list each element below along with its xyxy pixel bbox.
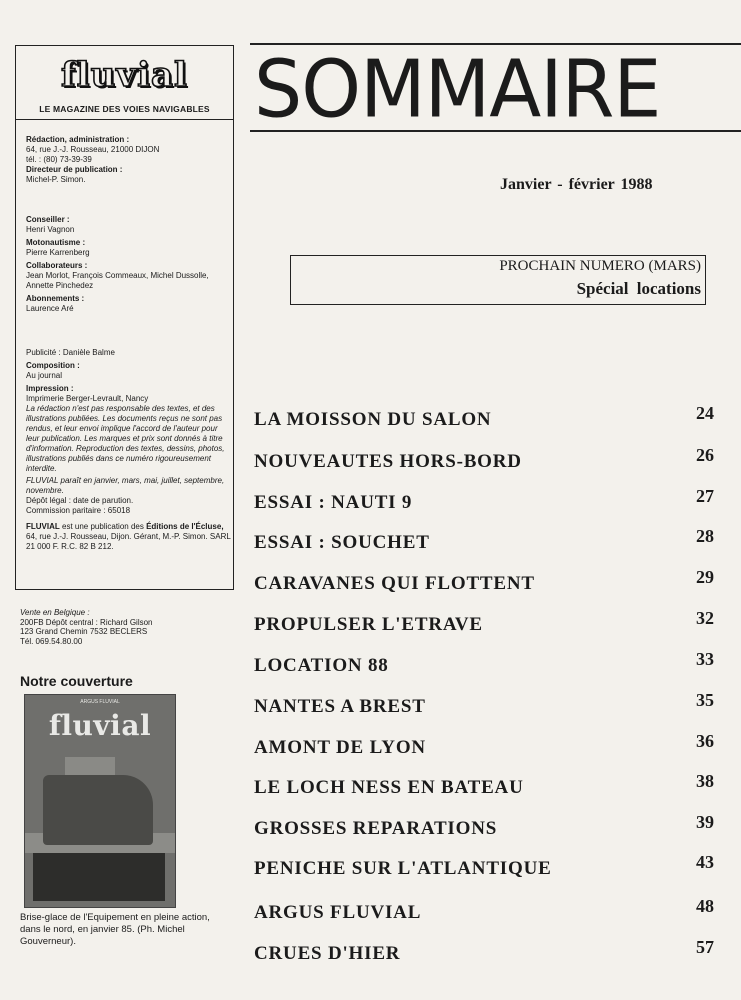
toc-title: CARAVANES QUI FLOTTENT	[254, 573, 535, 594]
toc-page: 27	[696, 486, 714, 506]
toc-entry[interactable]	[254, 403, 714, 433]
toc-title: NOUVEAUTES HORS-BORD	[254, 451, 522, 472]
parution-schedule: FLUVIAL paraît en janvier, mars, mai, juillet, septembre, novembre.	[26, 476, 225, 495]
fluvial-logo: fluvial	[61, 55, 188, 95]
next-issue-theme: Spécial locations	[576, 279, 701, 298]
staff-block	[26, 215, 231, 314]
toc-title: AMONT DE LYON	[254, 737, 426, 758]
toc-entry[interactable]	[254, 567, 714, 597]
divider	[16, 119, 233, 120]
toc-page: 57	[696, 937, 714, 957]
next-issue-box	[290, 255, 706, 305]
depot-legal: Dépôt légal : date de parution.	[26, 496, 134, 505]
toc-page: 43	[696, 852, 714, 872]
toc-page: 26	[696, 445, 714, 465]
editions-magazine: FLUVIAL	[26, 522, 60, 531]
belgium-depot: 200FB Dépôt central : Richard Gilson	[20, 617, 153, 627]
belgium-phone: Tél. 069.54.80.00	[20, 636, 83, 646]
disclaimer: La rédaction n'est pas responsable des textes, et des illustrations publiées. Les documents reçus ne sont pas rendus, et leur envoi implique l'accord de l'auteur pour leur publication. Les marques et prix sont donnés à titre d'information. Reproduction des textes, dessins, photos, illustrations publiés dans ce numéro rigoureusement interdite.	[26, 404, 225, 473]
production-block	[26, 348, 231, 552]
editions-details: 64, rue J.-J. Rousseau, Dijon. Gérant, M.-P. Simon. SARL 21 000 F. R.C. 82 B 212.	[26, 532, 231, 551]
toc-entry[interactable]	[254, 690, 714, 720]
toc-page: 33	[696, 649, 714, 669]
toc-title: GROSSES REPARATIONS	[254, 818, 498, 839]
motonautisme-label: Motonautisme :	[26, 238, 86, 247]
redaction-address: 64, rue J.-J. Rousseau, 21000 DIJON	[26, 145, 160, 154]
redaction-phone: tél. : (80) 73-39-39	[26, 155, 92, 164]
publicite: Publicité : Danièle Balme	[26, 348, 115, 357]
conseiller-label: Conseiller :	[26, 215, 70, 224]
toc-title: CRUES D'HIER	[254, 943, 401, 964]
toc-entry[interactable]	[254, 812, 714, 842]
toc-page: 28	[696, 526, 714, 546]
toc-title: LE LOCH NESS EN BATEAU	[254, 777, 524, 798]
redaction-block	[26, 135, 231, 185]
toc-page: 36	[696, 731, 714, 751]
collaborateurs-names: Jean Morlot, François Commeaux, Michel Dussolle, Annette Pinchedez	[26, 271, 209, 290]
impression-label: Impression :	[26, 384, 74, 393]
toc-page: 29	[696, 567, 714, 587]
collaborateurs-label: Collaborateurs :	[26, 261, 88, 270]
toc-entry[interactable]	[254, 445, 714, 475]
directeur-name: Michel-P. Simon.	[26, 175, 86, 184]
redaction-label: Rédaction, administration :	[26, 135, 130, 144]
toc-title: PENICHE SUR L'ATLANTIQUE	[254, 858, 552, 879]
commission-paritaire: Commission paritaire : 65018	[26, 506, 131, 515]
toc-entry[interactable]	[254, 896, 714, 926]
page-title: SOMMAIRE	[254, 41, 661, 136]
cover-logo: fluvial	[48, 709, 152, 742]
belgium-sales	[20, 608, 230, 646]
toc-page: 24	[696, 403, 714, 423]
cover-thumbnail[interactable]	[24, 694, 176, 908]
toc-title: ARGUS FLUVIAL	[254, 902, 422, 923]
cover-caption: Brise-glace de l'Equipement en pleine action, dans le nord, en janvier 85. (Ph. Michel Gouverneur).	[20, 912, 210, 947]
toc-title: LA MOISSON DU SALON	[254, 409, 492, 430]
toc-page: 32	[696, 608, 714, 628]
cover-boat	[43, 775, 153, 845]
toc-title: NANTES A BREST	[254, 696, 426, 717]
composition-value: Au journal	[26, 371, 63, 380]
masthead-box	[15, 45, 234, 590]
toc-entry[interactable]	[254, 526, 714, 556]
editions-publisher: Éditions de l'Écluse,	[146, 522, 224, 531]
editions-statement	[26, 522, 231, 552]
directeur-label: Directeur de publication :	[26, 165, 123, 174]
toc-title: PROPULSER L'ETRAVE	[254, 614, 483, 635]
toc-entry[interactable]	[254, 486, 714, 516]
toc-entry[interactable]	[254, 608, 714, 638]
issue-date: Janvier - février 1988	[500, 176, 653, 193]
toc-page: 39	[696, 812, 714, 832]
toc-page: 38	[696, 771, 714, 791]
cover-topline: ARGUS FLUVIAL	[80, 699, 120, 705]
toc-entry[interactable]	[254, 937, 714, 967]
motonautisme-name: Pierre Karrenberg	[26, 248, 90, 257]
toc-title: LOCATION 88	[254, 655, 389, 676]
impression-value: Imprimerie Berger-Levrault, Nancy	[26, 394, 149, 403]
next-issue-label: PROCHAIN NUMERO (MARS)	[499, 258, 701, 274]
toc-entry[interactable]	[254, 771, 714, 801]
toc-title: ESSAI : SOUCHET	[254, 532, 430, 553]
cover-headlines-box	[33, 853, 165, 901]
belgium-address: 123 Grand Chemin 7532 BECLERS	[20, 627, 148, 636]
editions-connector: est une publication des	[59, 522, 147, 531]
abonnements-label: Abonnements :	[26, 294, 85, 303]
header-bottom-rule	[250, 130, 741, 132]
toc-entry[interactable]	[254, 731, 714, 761]
magazine-subtitle: LE MAGAZINE DES VOIES NAVIGABLES	[39, 104, 210, 114]
conseiller-name: Henri Vagnon	[26, 225, 75, 234]
cover-heading: Notre couverture	[20, 673, 133, 689]
composition-label: Composition :	[26, 361, 80, 370]
toc-entry[interactable]	[254, 649, 714, 679]
belgium-label: Vente en Belgique :	[20, 608, 90, 617]
toc-title: ESSAI : NAUTI 9	[254, 492, 413, 513]
abonnements-name: Laurence Aré	[26, 304, 74, 313]
toc-entry[interactable]	[254, 852, 714, 882]
toc-page: 35	[696, 690, 714, 710]
toc-page: 48	[696, 896, 714, 916]
